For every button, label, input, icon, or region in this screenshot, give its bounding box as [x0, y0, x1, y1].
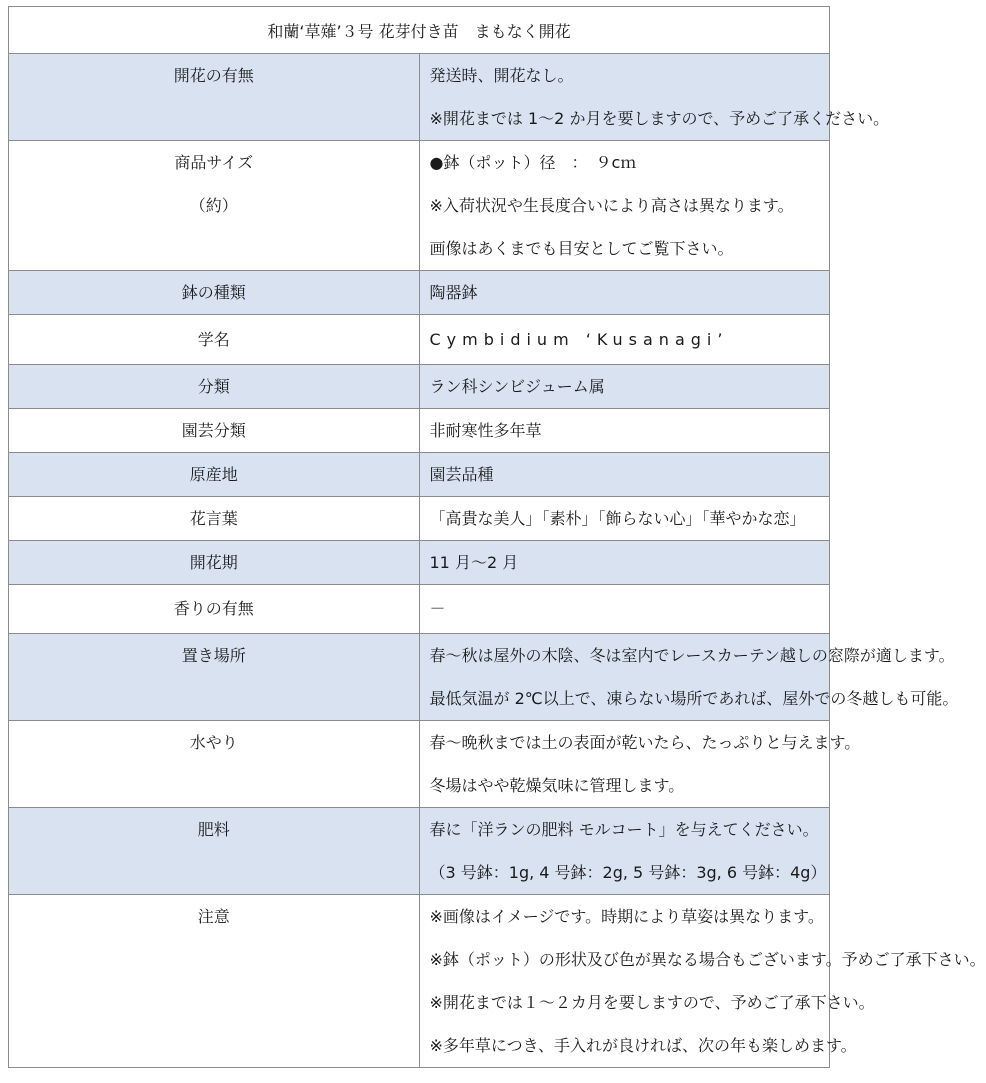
table-row	[9, 541, 830, 585]
row-value: ※画像はイメージです。時期により草姿は異なります。	[429, 907, 824, 926]
row-value: ラン科シンビジューム属	[429, 377, 605, 396]
row-label: 開花の有無	[173, 66, 254, 85]
row-value: ※多年草につき、手入れが良ければ、次の年も楽しめます。	[429, 1036, 857, 1055]
table-row	[9, 315, 830, 365]
row-label: 開花期	[189, 553, 238, 572]
row-label: （約）	[189, 196, 238, 215]
row-label: 商品サイズ	[174, 153, 254, 172]
table-row	[9, 409, 830, 453]
row-value: 春～晩秋までは土の表面が乾いたら、たっぷりと与えます。	[429, 733, 861, 752]
table-row	[9, 54, 830, 141]
row-value: ※鉢（ポット）の形状及び色が異なる場合もございます。予めご了承下さい。	[429, 950, 986, 969]
row-label: 学名	[197, 330, 230, 349]
row-value: 春～秋は屋外の木陰、冬は室内でレースカーテン越しの窓際が適します。	[429, 646, 955, 665]
row-value: ※開花までは１～２カ月を要しますので、予めご了承下さい。	[429, 993, 875, 1012]
row-value: 陶器鉢	[429, 283, 478, 302]
table-row	[9, 365, 830, 409]
row-label: 水やり	[189, 733, 238, 752]
row-value: 非耐寒性多年草	[429, 421, 542, 440]
row-label: 香りの有無	[173, 599, 254, 618]
scientific-name: Cymbidium ‘Kusanagi’	[429, 330, 729, 349]
row-value: 11 月～2 月	[429, 553, 519, 572]
row-value: 園芸品種	[429, 465, 494, 484]
row-value: ※入荷状況や生長度合いにより高さは異なります。	[429, 196, 794, 215]
table-row	[9, 453, 830, 497]
row-label: 鉢の種類	[181, 283, 246, 302]
row-value: 春に「洋ランの肥料 モルコート」を与えてください。	[429, 820, 819, 839]
table-row	[9, 271, 830, 315]
row-value: ※開花までは 1～2 か月を要しますので、予めご了承ください。	[429, 109, 890, 128]
table-row	[9, 808, 830, 895]
product-spec-table	[8, 6, 986, 1068]
row-label: 分類	[197, 377, 230, 396]
table-row	[9, 141, 830, 271]
row-value: 冬場はやや乾燥気味に管理します。	[429, 776, 685, 795]
table-row	[9, 721, 830, 808]
row-value: ●鉢（ポット）径 ： ９cｍ	[429, 153, 637, 172]
row-value: （3 号鉢：1g, 4 号鉢：2g, 5 号鉢：3g, 6 号鉢：4g）	[429, 863, 827, 882]
row-value: 「高貴な美人」「素朴」「飾らない心」「華やかな恋」	[429, 509, 806, 528]
table-title: 和蘭‘草薙’３号 花芽付き苗 まもなく開花	[9, 7, 830, 54]
row-label: 原産地	[189, 465, 238, 484]
table-row	[9, 634, 830, 721]
table-row	[9, 895, 830, 1068]
row-value: 発送時、開花なし。	[429, 66, 574, 85]
table-row	[9, 497, 830, 541]
row-label: 園芸分類	[181, 421, 246, 440]
row-value: 最低気温が 2℃以上で、凍らない場所であれば、屋外での冬越しも可能。	[429, 689, 959, 708]
row-label: 花言葉	[189, 509, 238, 528]
row-label: 置き場所	[181, 646, 246, 665]
table-row	[9, 585, 830, 634]
row-label: 肥料	[197, 820, 230, 839]
row-value: －	[429, 599, 446, 618]
row-value: 画像はあくまでも目安としてご覧下さい。	[429, 239, 734, 258]
row-label: 注意	[197, 907, 230, 926]
